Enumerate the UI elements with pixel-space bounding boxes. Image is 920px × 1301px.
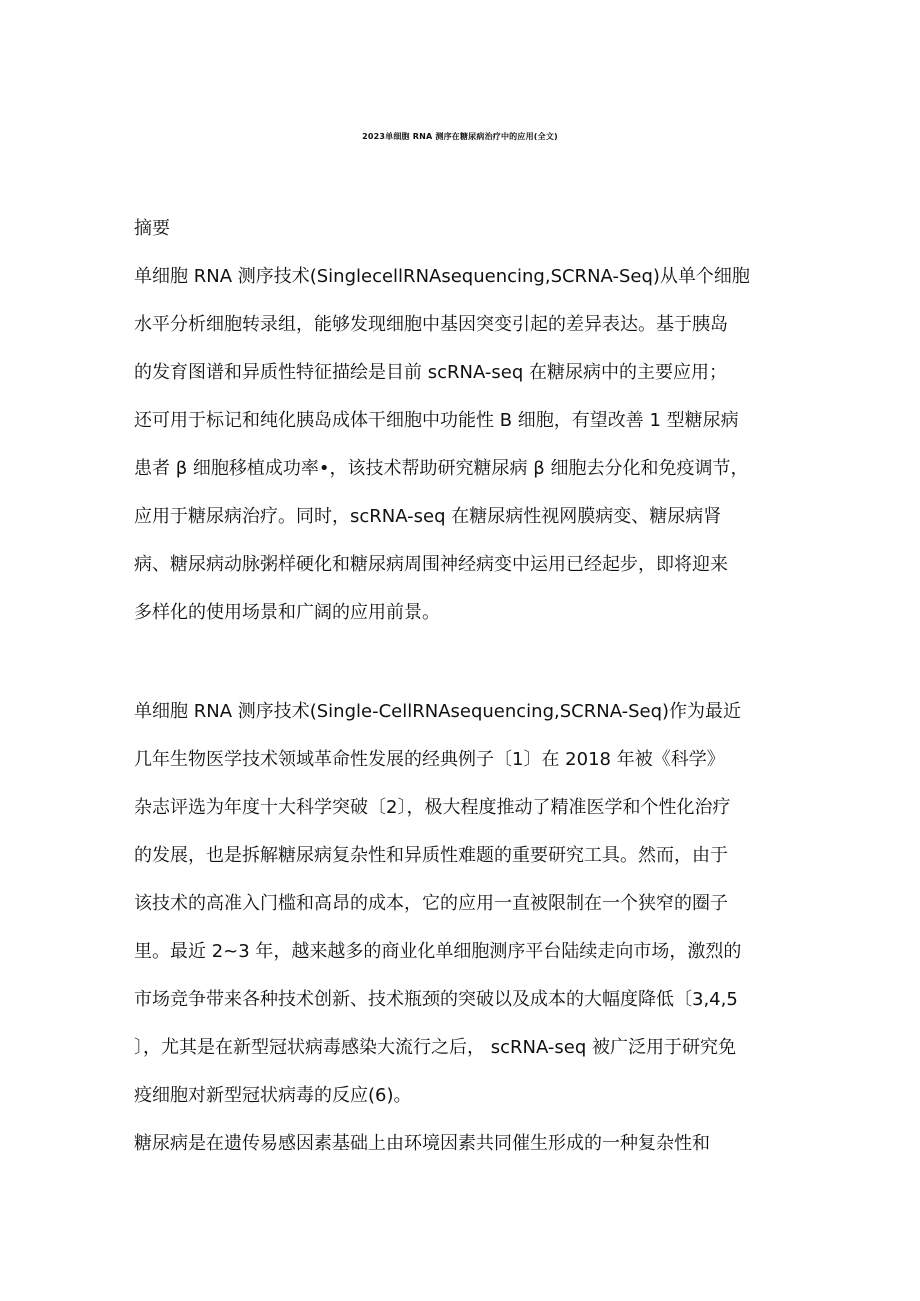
abstract-line: 病、糖尿病动脉粥样硬化和糖尿病周围神经病变中运用已经起步，即将迎来 xyxy=(134,554,728,575)
body-line: 里。最近 2~3 年，越来越多的商业化单细胞测序平台陆续走向市场，激烈的 xyxy=(134,941,742,962)
abstract-line: 单细胞 RNA 测序技术(SinglecellRNAsequencing,SCRNA-Seq)从单个细胞 xyxy=(134,266,750,287)
abstract-heading: 摘要 xyxy=(134,218,170,239)
body-line: 几年生物医学技术领域革命性发展的经典例子〔1〕在 2018 年被《科学》 xyxy=(134,749,725,770)
abstract-line: 还可用于标记和纯化胰岛成体干细胞中功能性 B 细胞，有望改善 1 型糖尿病 xyxy=(134,410,739,431)
document-title: 2023单细胞 RNA 测序在糖尿病治疗中的应用(全文) xyxy=(362,132,558,141)
body-line: 该技术的高准入门槛和高昂的成本，它的应用一直被限制在一个狭窄的圈子 xyxy=(134,893,728,914)
abstract-line: 多样化的使用场景和广阔的应用前景。 xyxy=(134,602,440,623)
abstract-line: 患者 β 细胞移植成功率•，该技术帮助研究糖尿病 β 细胞去分化和免疫调节， xyxy=(134,458,749,479)
abstract-line: 应用于糖尿病治疗。同时，scRNA-seq 在糖尿病性视网膜病变、糖尿病肾 xyxy=(134,506,722,527)
body-line: 杂志评选为年度十大科学突破〔2〕，极大程度推动了精准医学和个性化治疗 xyxy=(134,797,731,818)
body-line: 单细胞 RNA 测序技术(Single-CellRNAsequencing,SCRNA-Seq)作为最近 xyxy=(134,701,742,722)
body-line: 市场竞争带来各种技术创新、技术瓶颈的突破以及成本的大幅度降低〔3,4,5 xyxy=(134,989,738,1010)
abstract-line: 的发育图谱和异质性特征描绘是目前 scRNA-seq 在糖尿病中的主要应用； xyxy=(134,362,727,383)
body-line: 糖尿病是在遗传易感因素基础上由环境因素共同催生形成的一种复杂性和 xyxy=(134,1133,710,1154)
body-line: 疫细胞对新型冠状病毒的反应(6)。 xyxy=(134,1085,412,1106)
body-line: 的发展，也是拆解糖尿病复杂性和异质性难题的重要研究工具。然而，由于 xyxy=(134,845,728,866)
abstract-line: 水平分析细胞转录组，能够发现细胞中基因突变引起的差异表达。基于胰岛 xyxy=(134,314,728,335)
body-line: 〕，尤其是在新型冠状病毒感染大流行之后， scRNA-seq 被广泛用于研究免 xyxy=(134,1037,736,1058)
